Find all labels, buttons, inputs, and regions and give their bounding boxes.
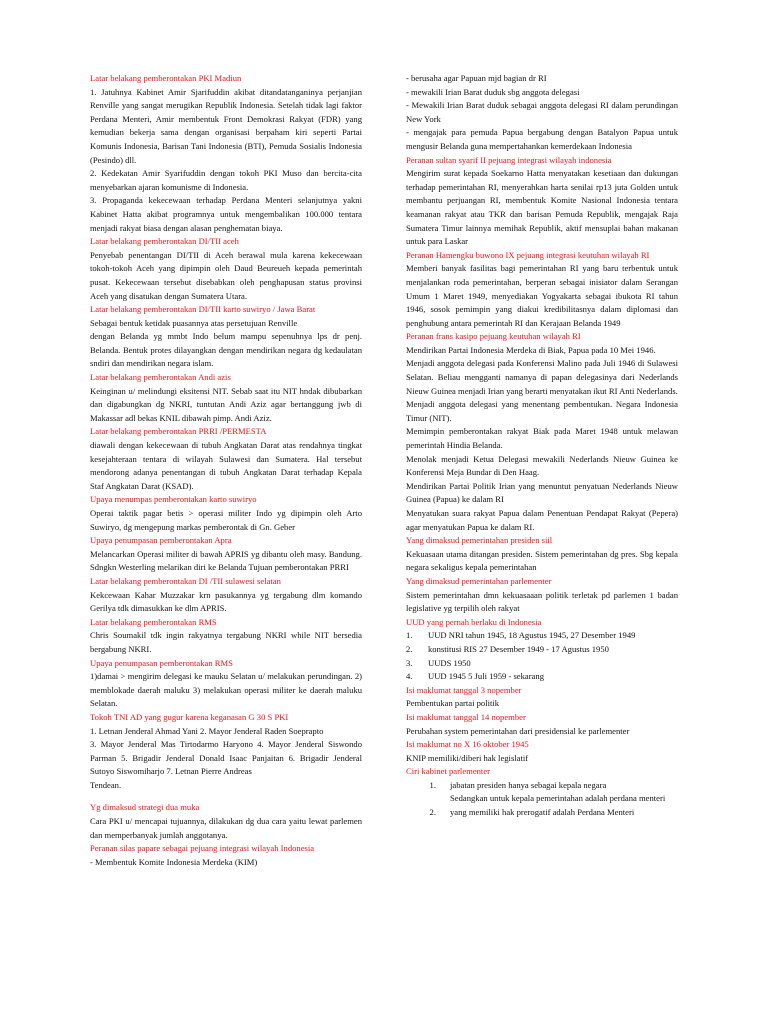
paragraph: - Mewakili Irian Barat duduk sebagai anggota delegasi RI dalam perundingan New York	[406, 100, 678, 124]
paragraph: Memberi banyak fasilitas bagi pemerintahan RI yang baru terbentuk untuk menjalankan roda pemerintahan, berperan sebagai inisiator dalam Serangan Umum 1 Maret 1949, menyediakan Yogyakarta sebagai ibukota RI tahun 1946, sosok pemimpin yang diakui kredibilitasnya dalam diplomasi dan penghubung antara pemerintah RI dan Kerajaan Belanda 1949	[406, 263, 678, 328]
list-number: 2.	[406, 643, 413, 654]
paragraph: Penyebab penentangan DI/TII di Aceh berawal mula karena kekecewaan tokoh-tokoh Aceh yang dipimpin oleh Daud Beureueh kepada pemerintah pusat. Kekecewaan tersebut disebabkan oleh penghapusan status provinsi Aceh yang disatukan dengan Sumatera Utara.	[90, 249, 362, 301]
section-heading: Peranan Hamengku buwono IX pejuang integrasi keutuhan wilayah RI	[406, 249, 650, 260]
section-heading: Tokoh TNI AD yang gugur karena keganasan G 30 S PKI	[90, 711, 289, 722]
section-heading: Yang dimaksud pemerintahan presiden siil	[406, 535, 553, 546]
list-item	[406, 779, 678, 793]
section-heading: Isi maklumat no X 16 oktober 1945	[406, 739, 529, 750]
paragraph: Chris Soumakil tdk ingin rakyatnya tergabung NKRI while NIT bersedia bergabung NKRI.	[90, 630, 362, 654]
paragraph: 3. Mayor Jenderal Mas Tirtodarmo Haryono 4. Mayor Jenderal Siswondo Parman 5. Brigadir Jenderal Donald Isaac Panjaitan 6. Brigadir Jenderal Sutoyo Siswomiharjo 7. Letnan Pierre Andreas	[90, 739, 362, 777]
list-item	[406, 657, 678, 671]
section-heading: Latar belakang pemberontakan PKI Madiun	[90, 73, 242, 83]
paragraph: 3. Propaganda kekecewaan terhadap Perdana Menteri selanjutnya yakni Kabinet Hatta akibat programnya untuk mengembalikan 100.000 tentara menjadi rakyat biasa dengan alasan penghematan biaya.	[90, 195, 362, 233]
section-heading: Latar belakang pemberontakan DI/TII aceh	[90, 236, 239, 247]
paragraph: Menjadi anggota delegasi pada Konferensi Malino pada Juli 1946 di Sulawesi Selatan. Beliau mengganti namanya di papan delegasinya dari Nederlands Nieuw Guinea menjadi Irian yang berarti menyatakan ikut RI Anti Nederlands.	[406, 358, 678, 396]
paragraph: Sebagai bentuk ketidak puasannya atas persetujuan Renville	[90, 317, 298, 328]
paragraph: Kekcewaan Kahar Muzzakar krn pasukannya yg tergabung dlm komando Gerilya tdk dimasukkan ke dlm APRIS.	[90, 589, 362, 614]
paragraph: - Membentuk Komite Indonesia Merdeka (KIM)	[90, 856, 258, 867]
paragraph: Menolak menjadi Ketua Delegasi mewakili Nederlands Nieuw Guinea ke Konferensi Meja Bundar di Den Haag.	[406, 453, 678, 478]
paragraph: Cara PKI u/ mencapai tujuannya, dilakukan dg dua cara yaitu lewat parlemen dan memperbanyak jumlah anggotanya.	[90, 816, 362, 840]
section-heading: Isi maklumat tanggal 14 nopember	[406, 711, 526, 722]
paragraph: Operai taktik pagar betis > operasi militer Indo yg dipimpin oleh Arto Suwiryo, dg mengepung markas pemberontak di Gn. Geber	[90, 508, 362, 532]
list-item	[406, 670, 678, 684]
paragraph: - berusaha agar Papuan mjd bagian dr RI	[406, 73, 547, 83]
list-text: UUD 1945 5 Juli 1959 - sekarang	[428, 671, 544, 682]
section-heading: Yang dimaksud pemerintahan parlementer	[406, 575, 552, 586]
list-number	[406, 792, 450, 806]
list-text: UUDS 1950	[428, 657, 471, 668]
paragraph: 1. Letnan Jenderal Ahmad Yani 2. Mayor Jenderal Raden Soeprapto	[90, 725, 324, 736]
list-text: konstitusi RIS 27 Desember 1949 - 17 Agustus 1950	[428, 643, 609, 654]
paragraph: KNIP memiliki/diberi hak legislatif	[406, 752, 529, 763]
list-item	[406, 792, 678, 806]
list-number: 2.	[429, 807, 436, 818]
section-heading: Yg dimaksud strategi dua muka	[90, 802, 200, 813]
paragraph: Mengirim surat kepada Soekarno Hatta menyatakan kesetiaan dan dukungan terhadap pemerintahan RI, menyerahkan harta senilai rp13 juta Golden untuk membantu perjuangan RI, membentuk Komite Nasional Indonesia tentara keamanan rakyat atau TKR dan barisan Pemuda Republik, mengajak Raja Sumatera Timur lainnya memihak Republik, aktif mensuplai bahan makanan untuk para Laskar	[406, 168, 678, 247]
section-heading: Latar belakang pemberontakan DI/TII karto suwiryo / Jawa Barat	[90, 304, 316, 315]
paragraph: Tendean.	[90, 779, 122, 790]
right-column	[406, 72, 678, 820]
paragraph: Pembentukan partai politik	[406, 698, 500, 709]
paragraph: Kekuasaan utama ditangan presiden. Sistem pemerintahan dg pres. Sbg kepala negara sekaligus kepala pemerintahan	[406, 548, 678, 573]
list-item	[406, 629, 678, 643]
section-heading: Peranan sultan syarif II pejuang integrasi wilayah indonesia	[406, 154, 612, 165]
section-heading: Peranan silas papare sebagai pejuang integrasi wilayah Indonesia	[90, 843, 315, 854]
paragraph: Melancarkan Operasi militer di bawah APRIS yg dibantu oleh masy. Bandung. Sdngkn Westerling melarikan diri ke Belanda Tujuan pemberontakan PRRI	[90, 548, 362, 573]
paragraph: 1)damai > mengirim delegasi ke mauku Selatan u/ melakukan perundingan. 2) memblokade daerah maluku 3) melakukan operasi militer ke daerah maluku Selatan.	[90, 671, 362, 709]
list-number: 1.	[406, 630, 413, 641]
paragraph: - mengajak para pemuda Papua bergabung dengan Batalyon Papua untuk mengusir Belanda guna mempertahankan kemerdekaan Indonesia	[406, 127, 678, 151]
list-number: 3.	[406, 657, 413, 668]
section-heading: Ciri kabinet parlementer	[406, 766, 490, 777]
paragraph: Mendirikan Partai Politik Irian yang menuntut penyatuan Nederlands Nieuw Guinea (Papua) ke dalam RI	[406, 480, 678, 505]
paragraph: 2. Kedekatan Amir Syarifuddin dengan tokoh PKI Muso dan bercita-cita menyebarkan ajaran komunisme di Indonesia.	[90, 168, 362, 192]
paragraph: Menyatukan suara rakyat Papua dalam Penentuan Pendapat Rakyat (Pepera) agar menyatukan Papua ke dalam RI.	[406, 508, 678, 532]
section-heading: Isi maklumat tanggal 3 nopember	[406, 684, 522, 695]
paragraph: Sistem pemerintahan dmn kekuasaaan politik terletak pd parlemen 1 badan legislative yg terpilih oleh rakyat	[406, 589, 678, 614]
paragraph: Perubahan system pemerintahan dari presidensial ke parlementer	[406, 725, 630, 736]
paragraph: - mewakili Irian Barat duduk sbg anggota delegasi	[406, 86, 580, 97]
paragraph: diawali dengan kekecewaan di tubuh Angkatan Darat atas rendahnya tingkat kesejahteraan tentara di wilayah Sulawesi dan Sumatera. Hal tersebut mendorong adanya penentangan di tubuh Angkatan Darat terhadap Kepala Staf Angkatan Darat (KSAD).	[90, 440, 362, 491]
list-number: 1.	[429, 779, 436, 790]
section-heading: Upaya penumpasan pemberontakan RMS	[90, 657, 233, 668]
paragraph: Memimpin pemberontakan rakyat Biak pada Maret 1948 untuk melawan pemerintah Hindia Belanda.	[406, 426, 678, 451]
list-text: jabatan presiden hanya sebagai kepala negara	[450, 779, 607, 790]
paragraph: Menjadi anggota delegasi yang menentang pembentukan. Negara Indonesia Timur (NIT).	[406, 399, 678, 423]
section-heading: Latar belakang pemberontakan Andi azis	[90, 372, 231, 383]
paragraph: dengan Belanda yg mmbt Indo belum mampu sepenuhnya lps dr penj. Belanda. Bentuk protes dilayangkan dengan mendirikan negara dg kedaulatan sndiri dan mendirikan negara islam.	[90, 331, 362, 369]
paragraph: Keinginan u/ melindungi eksitensi NIT. Sebab saat itu NIT hndak dibubarkan dan digabungkan dg NKRI, tuntutan Andi Aziz agar bertanggung jwb di Makassar adl bekas KNIL dibawah pimp. Andi Aziz.	[90, 385, 362, 423]
list-number: 4.	[406, 671, 413, 682]
paragraph: Mendirikan Partai Indonesia Merdeka di Biak, Papua pada 10 Mei 1946.	[406, 344, 656, 355]
section-heading: Latar belakang pemberontakan RMS	[90, 616, 217, 627]
list-item	[406, 643, 678, 657]
section-heading: Latar belakang pemberontakan DI /TII sulawesi selatan	[90, 575, 281, 586]
spacer	[90, 792, 362, 801]
paragraph: 1. Jatuhnya Kabinet Amir Sjarifuddin akibat ditandatanganinya perjanjian Renville yang sangat merugikan Republik Indonesia. Setelah tidak lagi faktor Perdana Menteri, Amir membentuk Front Demokrasi Rakyat (FDR) yang kemudian bekerja sama dengan organisasi berpaham kiri seperti Partai Komunis Indonesia, Barisan Tani Indonesia (BTI), Pemuda Sosialis Indonesia (Pesindo) dll.	[90, 86, 362, 165]
list-text: Sedangkan untuk kepala pemerintahan adalah perdana menteri	[450, 793, 666, 804]
list-text: yang memiliki hak prerogatif adalah Perdana Menteri	[450, 807, 635, 818]
section-heading: UUD yang pernah berlaku di Indonesia	[406, 616, 542, 627]
section-heading: Upaya menumpas pemberontakan karto suwiryo	[90, 494, 257, 505]
left-column	[90, 72, 362, 869]
list-text: UUD NRI tahun 1945, 18 Agustus 1945, 27 Desember 1949	[428, 630, 636, 641]
list-item	[406, 806, 678, 820]
section-heading: Upaya penumpasan pemberontakan Apra	[90, 535, 232, 546]
section-heading: Latar belakang pemberontakan PRRI /PERMESTA	[90, 426, 267, 437]
section-heading: Peranan frans kasipo pejuang keutuhan wilayah RI	[406, 331, 581, 342]
